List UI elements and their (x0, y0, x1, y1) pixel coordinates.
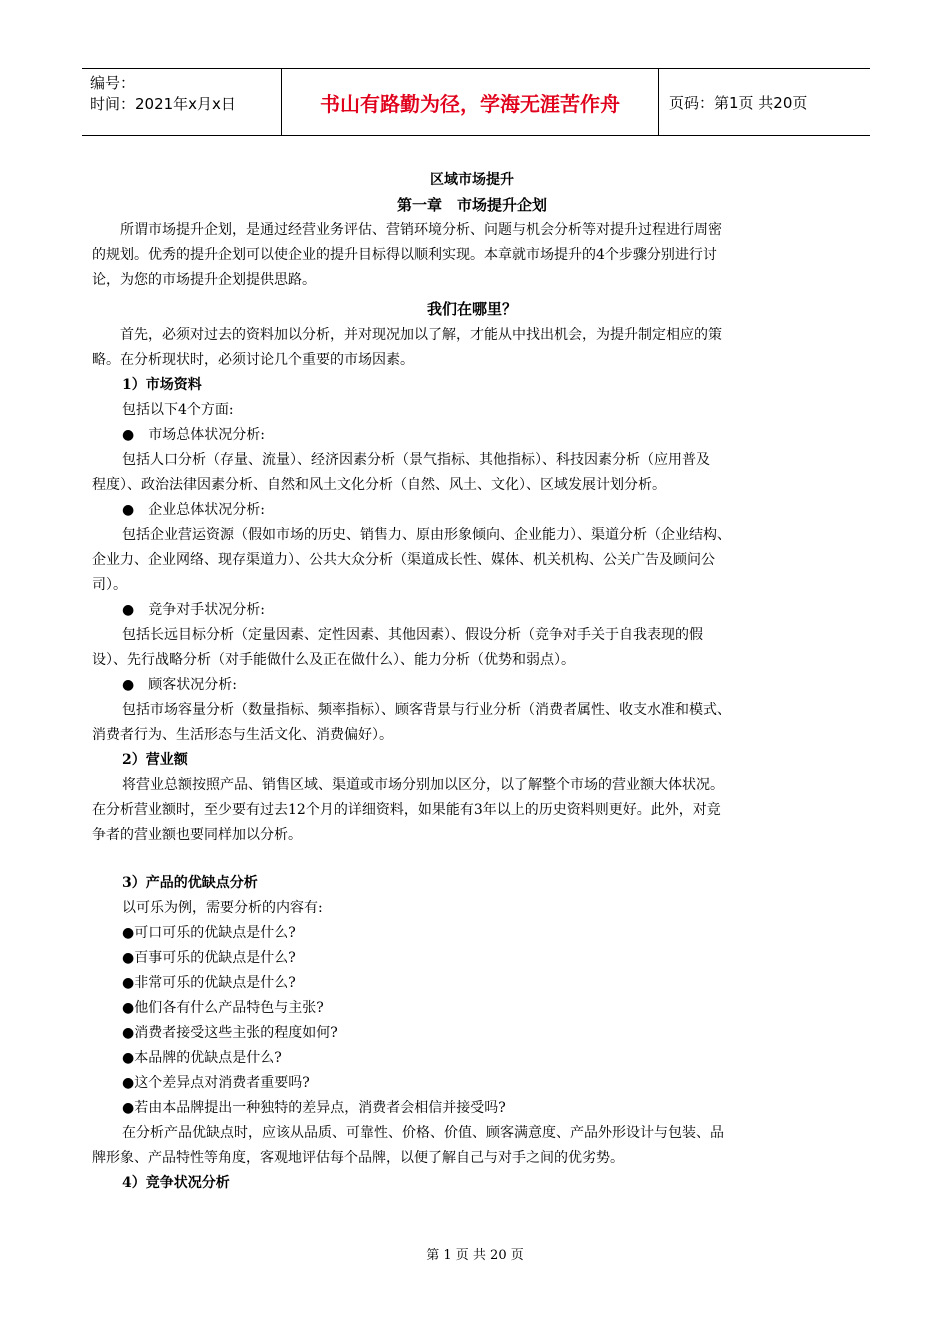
paragraph-line: 在分析营业额时，至少要有过去12个月的详细资料，如果能有3年以上的历史资料则更好。此外，对竞 (92, 802, 721, 818)
page-header-table (82, 68, 870, 136)
paragraph-line: 设）、先行战略分析（对手能做什么及正在做什么）、能力分析（优势和弱点）。 (92, 652, 575, 668)
paragraph-line: 首先，必须对过去的资料加以分析，并对现况加以了解，才能从中找出机会，为提升制定相应的策 (120, 327, 722, 343)
paragraph-line: 的规划。优秀的提升企划可以使企业的提升目标得以顺利实现。本章就市场提升的4个步骤分别进行讨 (92, 247, 717, 263)
paragraph-line: 包括市场容量分析（数量指标、频率指标）、顾客背景与行业分析（消费者属性、收支水准和模式、 (122, 702, 731, 718)
document-number-label: 编号： (90, 74, 136, 92)
paragraph-line: 将营业总额按照产品、销售区域、渠道或市场分别加以区分，以了解整个市场的营业额大体状况。 (122, 777, 724, 793)
bullet-item: ● 竞争对手状况分析: (122, 602, 265, 618)
paragraph-line: 论，为您的市场提升企划提供思路。 (92, 272, 316, 288)
paragraph-line: 以可乐为例，需要分析的内容有: (122, 900, 323, 916)
subsection-heading: 4）竞争状况分析 (122, 1175, 230, 1191)
header-meta-cell (82, 69, 282, 135)
paragraph-line: 包括以下4个方面: (122, 402, 234, 418)
paragraph-line: 争者的营业额也要同样加以分析。 (92, 827, 302, 843)
question-item: ●本品牌的优缺点是什么? (122, 1050, 282, 1066)
header-page-number: 页码：第1页 共20页 (669, 93, 808, 112)
bullet-item: ● 市场总体状况分析: (122, 427, 265, 443)
bullet-item: ● 企业总体状况分析: (122, 502, 265, 518)
document-date-label: 时间：2021年x月x日 (90, 95, 236, 113)
paragraph-line: 所谓市场提升企划，是通过经营业务评估、营销环境分析、问题与机会分析等对提升过程进行周密 (120, 222, 722, 238)
header-motto: 书山有路勤为径，学海无涯苦作舟 (282, 69, 659, 135)
chapter-title: 第一章 市场提升企划 (396, 196, 547, 214)
paragraph-line: 略。在分析现状时，必须讨论几个重要的市场因素。 (92, 352, 414, 368)
question-item: ●这个差异点对消费者重要吗? (122, 1075, 310, 1091)
subsection-heading: 2）营业额 (122, 752, 188, 768)
subsection-heading: 3）产品的优缺点分析 (122, 875, 258, 891)
paragraph-line: 包括人口分析（存量、流量）、经济因素分析（景气指标、其他指标）、科技因素分析（应用普及 (122, 452, 710, 468)
section-heading: 我们在哪里？ (426, 300, 517, 318)
blank-line (92, 848, 852, 871)
paragraph-line: 消费者行为、生活形态与生活文化、消费偏好）。 (92, 727, 393, 743)
question-item: ●百事可乐的优缺点是什么? (122, 950, 296, 966)
question-item: ●若由本品牌提出一种独特的差异点，消费者会相信并接受吗? (122, 1100, 506, 1116)
paragraph-line: 程度）、政治法律因素分析、自然和风土文化分析（自然、风土、文化）、区域发展计划分析。 (92, 477, 666, 493)
document-title: 区域市场提升 (430, 172, 514, 188)
question-item: ●消费者接受这些主张的程度如何? (122, 1025, 338, 1041)
subsection-heading: 1）市场资料 (122, 377, 202, 393)
question-item: ●他们各有什么产品特色与主张? (122, 1000, 324, 1016)
paragraph-line: 在分析产品优缺点时，应该从品质、可靠性、价格、价值、顾客满意度、产品外形设计与包装、品 (122, 1125, 724, 1141)
page-footer: 第 1 页 共 20 页 (426, 1248, 524, 1263)
paragraph-line: 牌形象、产品特性等角度，客观地评估每个品牌，以便了解自己与对手之间的优劣势。 (92, 1150, 624, 1166)
question-item: ●非常可乐的优缺点是什么? (122, 975, 296, 991)
paragraph-line: 企业力、企业网络、现存渠道力）、公共大众分析（渠道成长性、媒体、机关机构、公关广告及顾问公 (92, 552, 715, 568)
paragraph-line: 包括企业营运资源（假如市场的历史、销售力、原由形象倾向、企业能力）、渠道分析（企业结构、 (122, 527, 731, 543)
question-item: ●可口可乐的优缺点是什么? (122, 925, 296, 941)
paragraph-line: 包括长远目标分析（定量因素、定性因素、其他因素）、假设分析（竞争对手关于自我表现的假 (122, 627, 703, 643)
bullet-item: ● 顾客状况分析: (122, 677, 237, 693)
paragraph-line: 司）。 (92, 577, 127, 593)
document-body (92, 168, 852, 1196)
